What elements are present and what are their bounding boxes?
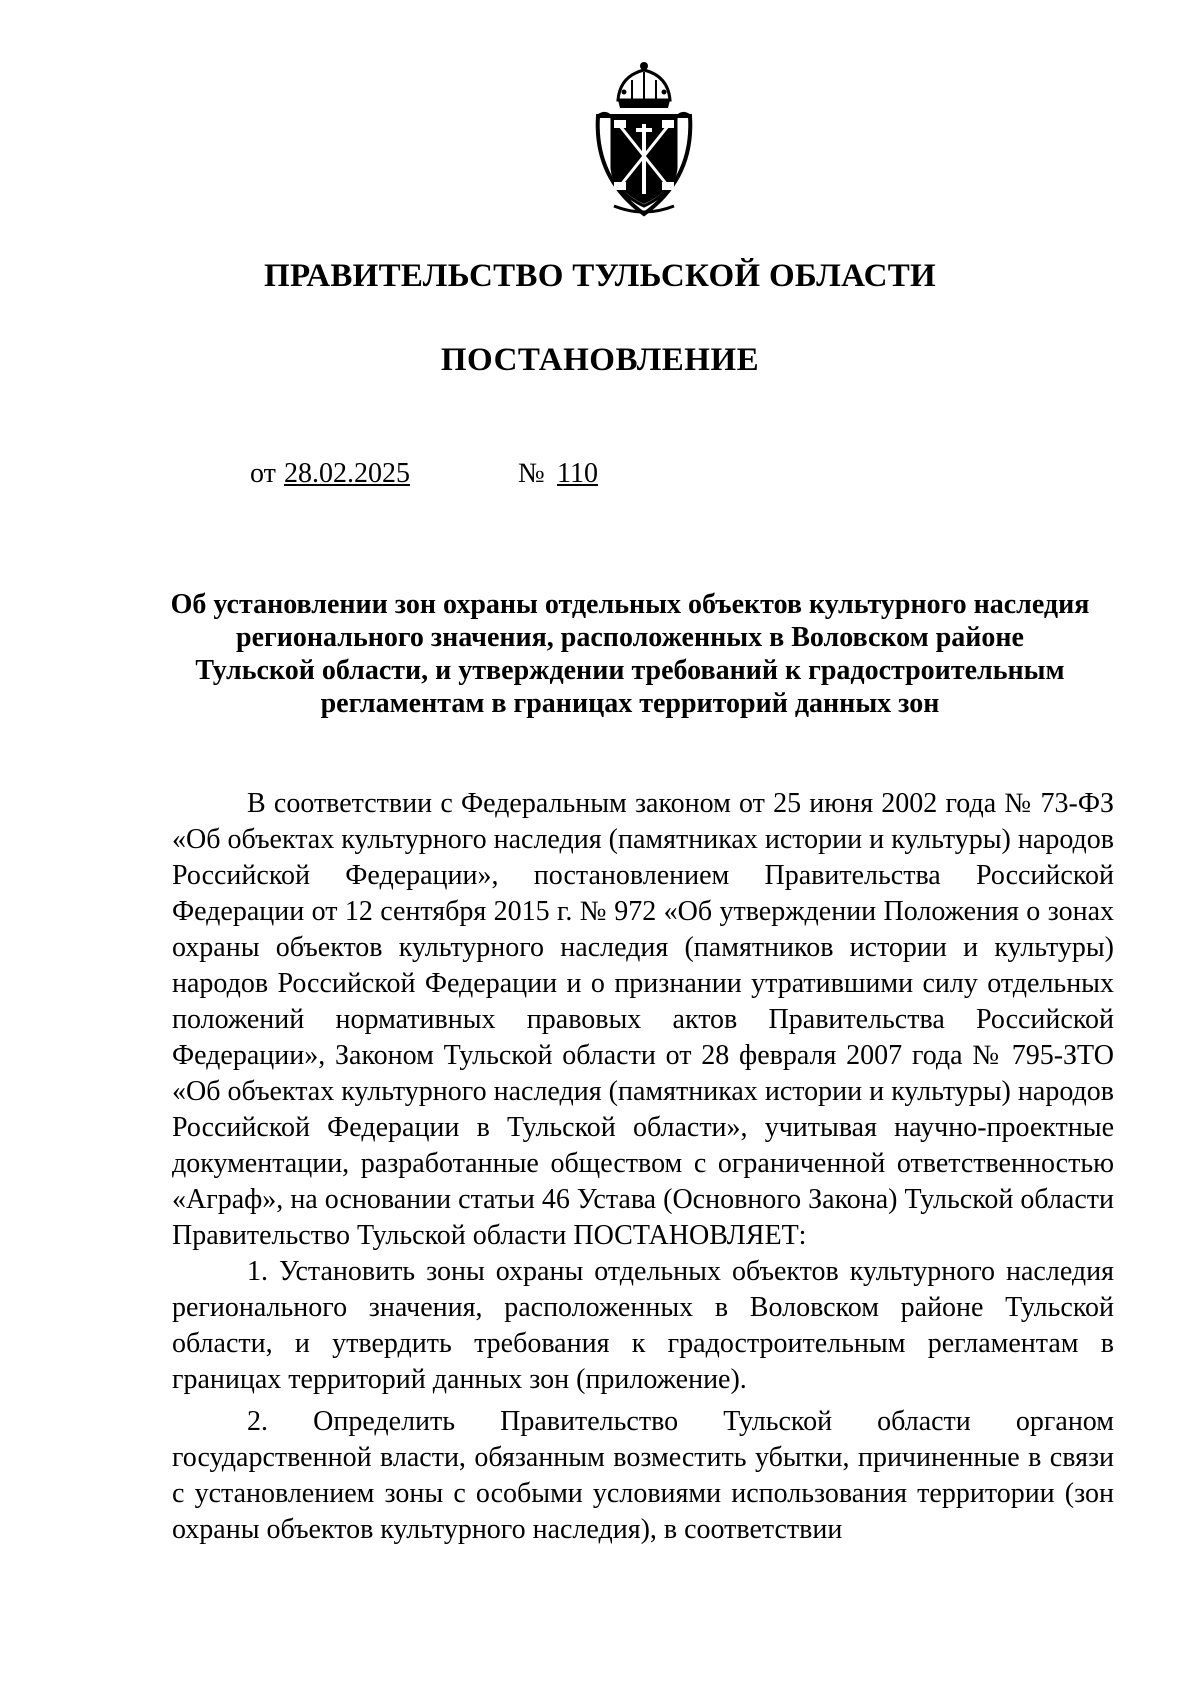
item-2-paragraph: 2. Определить Правительство Тульской области органом государственной власти, обязанным возместить убытки, причиненные в связи с установлением зоны с особыми условиями использования территории (зон охраны объектов культурного наследия), в соответствии <box>172 1406 1114 1545</box>
subject-line: регионального значения, расположенных в Воловском районе <box>236 622 1024 653</box>
number-prefix: № <box>518 458 545 489</box>
subject-line: Тульской области, и утверждении требований к градостроительным <box>195 655 1065 686</box>
government-title: ПРАВИТЕЛЬСТВО ТУЛЬСКОЙ ОБЛАСТИ <box>264 258 936 294</box>
preamble-paragraph: В соответствии с Федеральным законом от 25 июня 2002 года № 73-ФЗ «Об объектах культурного наследия (памятниках истории и культуры) народов Российской Федерации», постановлением Правительства Российской Федерации от 12 сентября 2015 г. № 972 «Об утверждении Положения о зонах охраны объектов культурного наследия (памятников истории и культуры) народов Российской Федерации и о признании утратившими силу отдельных положений нормативных правовых актов Правительства Российской Федерации», Законом Тульской области от 28 февраля 2007 года № 795-ЗТО «Об объектах культурного наследия (памятниках истории и культуры) народов Российской Федерации в Тульской области», учитывая научно-проектные документации, разработанные обществом с ограниченной ответственностью «Аграф», на основании статьи 46 Устава (Основного Закона) Тульской области Правительство Тульской области ПОСТАНОВЛЯЕТ: <box>172 788 1114 1251</box>
document-body <box>172 786 1114 1548</box>
document-subject <box>160 588 1100 720</box>
document-type-title: ПОСТАНОВЛЕНИЕ <box>440 342 760 378</box>
document-date: 28.02.2025 <box>284 458 410 489</box>
date-prefix: от <box>250 458 276 489</box>
item-1-paragraph: 1. Установить зоны охраны отдельных объектов культурного наследия регионального значения, расположенных в Воловском районе Тульской области, и утвердить требования к градостроительным регламентам в границах территорий данных зон (приложение). <box>172 1256 1114 1395</box>
coat-of-arms-icon <box>584 58 704 218</box>
document-number: 110 <box>557 458 598 489</box>
subject-line: регламентам в границах территорий данных зон <box>320 688 940 719</box>
subject-line: Об установлении зон охраны отдельных объектов культурного наследия <box>170 589 1090 620</box>
